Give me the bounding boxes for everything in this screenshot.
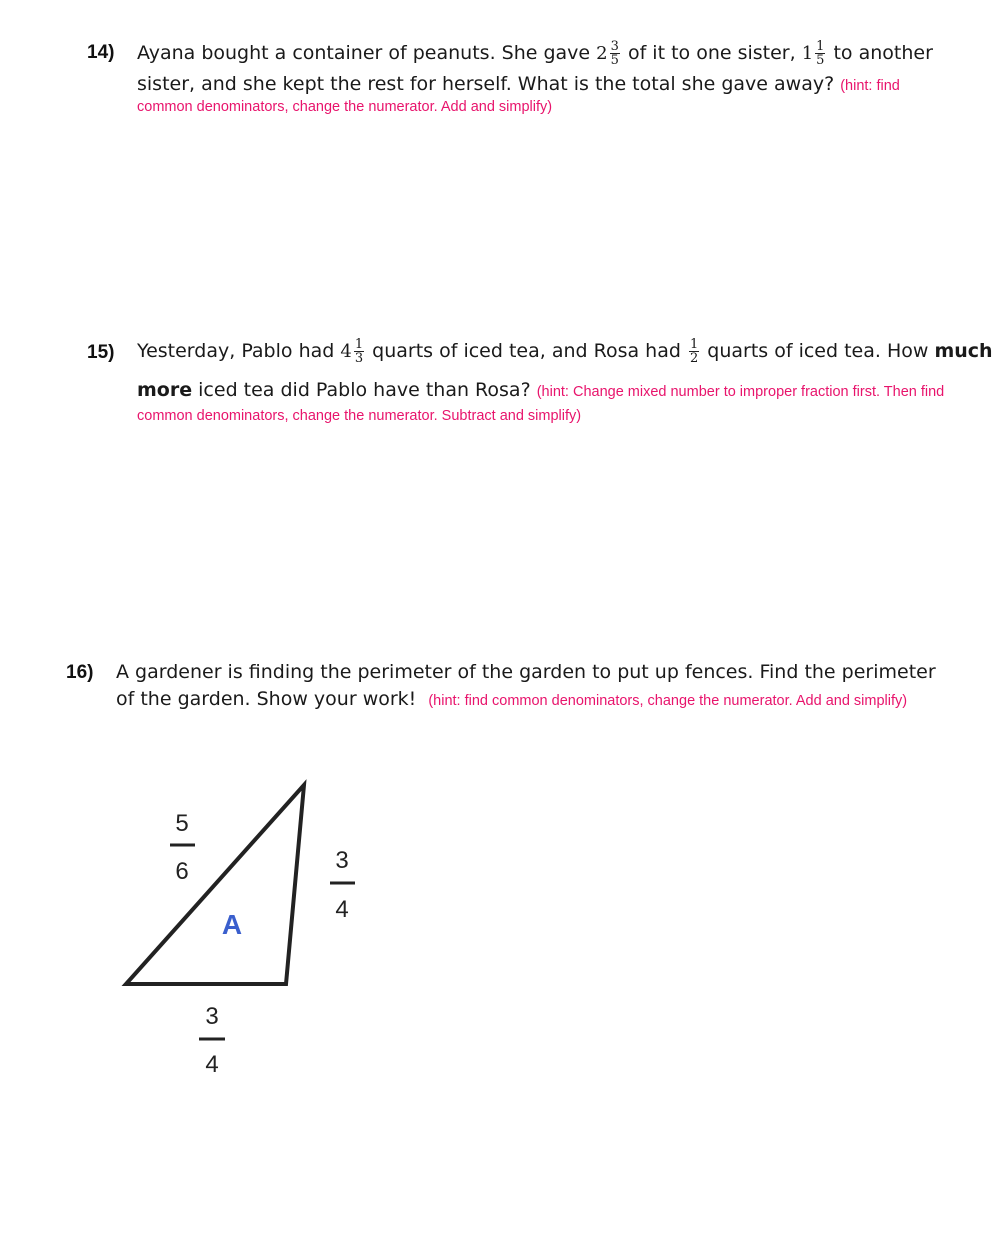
right-side-denominator: 4 [335,896,349,923]
left-side-numerator: 5 [175,810,189,837]
question-14-hint-2: common denominators, change the numerator. Add and simplify) [137,99,553,115]
mixed-whole: 1 [801,43,814,64]
question-14-line-2: sister, and she kept the rest for herself. What is the total she gave away? (hint: find [137,73,900,95]
question-14-line-1: Ayana bought a container of peanuts. She gave 2 $\frac{3}{5}$ of it to one sister, 1 $\frac{1}{5}$ to another [137,39,933,68]
question-15-line-2: more iced tea did Pablo have than Rosa? (hint: Change mixed number to improper fraction first. Then find [137,379,945,401]
question-15-hint-2: common denominators, change the numerator. Subtract and simplify) [137,408,582,424]
fraction-one-half: $\frac{1}{2}$ [689,337,699,366]
question-15-hint-1: (hint: Change mixed number to improper fraction first. Then find [536,384,945,400]
question-14-number: 14) [87,42,115,63]
question-16-hint: (hint: find common denominators, change the numerator. Add and simplify) [428,693,908,709]
question-16-line-2: of the garden. Show your work! (hint: find common denominators, change the numerator. Add and simplify) [116,688,908,710]
question-15-line-1: Yesterday, Pablo had 4 $\frac{1}{3}$ quarts of iced tea, and Rosa had $\frac{1}{2}$ quarts of iced tea. How much [137,337,993,366]
fraction-three-fifths: $\frac{3}{5}$ [610,39,619,68]
bottom-side-numerator: 3 [205,1003,219,1030]
bold-more: more [137,379,193,401]
right-side-numerator: 3 [335,847,349,874]
fraction-one-fifth: $\frac{1}{5}$ [816,39,825,68]
question-14-hint-1: (hint: find [840,78,900,94]
fraction-one-third: $\frac{1}{3}$ [354,337,364,366]
garden-triangle [126,785,304,984]
triangle-area-label: A [221,909,243,940]
mixed-whole: 4 [340,341,352,362]
mixed-whole: 2 [596,43,608,64]
question-16-line-1: A gardener is finding the perimeter of the garden to put up fences. Find the perimeter [116,661,936,683]
left-side-denominator: 6 [175,858,189,885]
question-15-number: 15) [87,342,115,363]
bottom-side-denominator: 4 [205,1051,219,1078]
question-16-number: 16) [66,662,94,683]
bold-much: much [934,340,993,362]
